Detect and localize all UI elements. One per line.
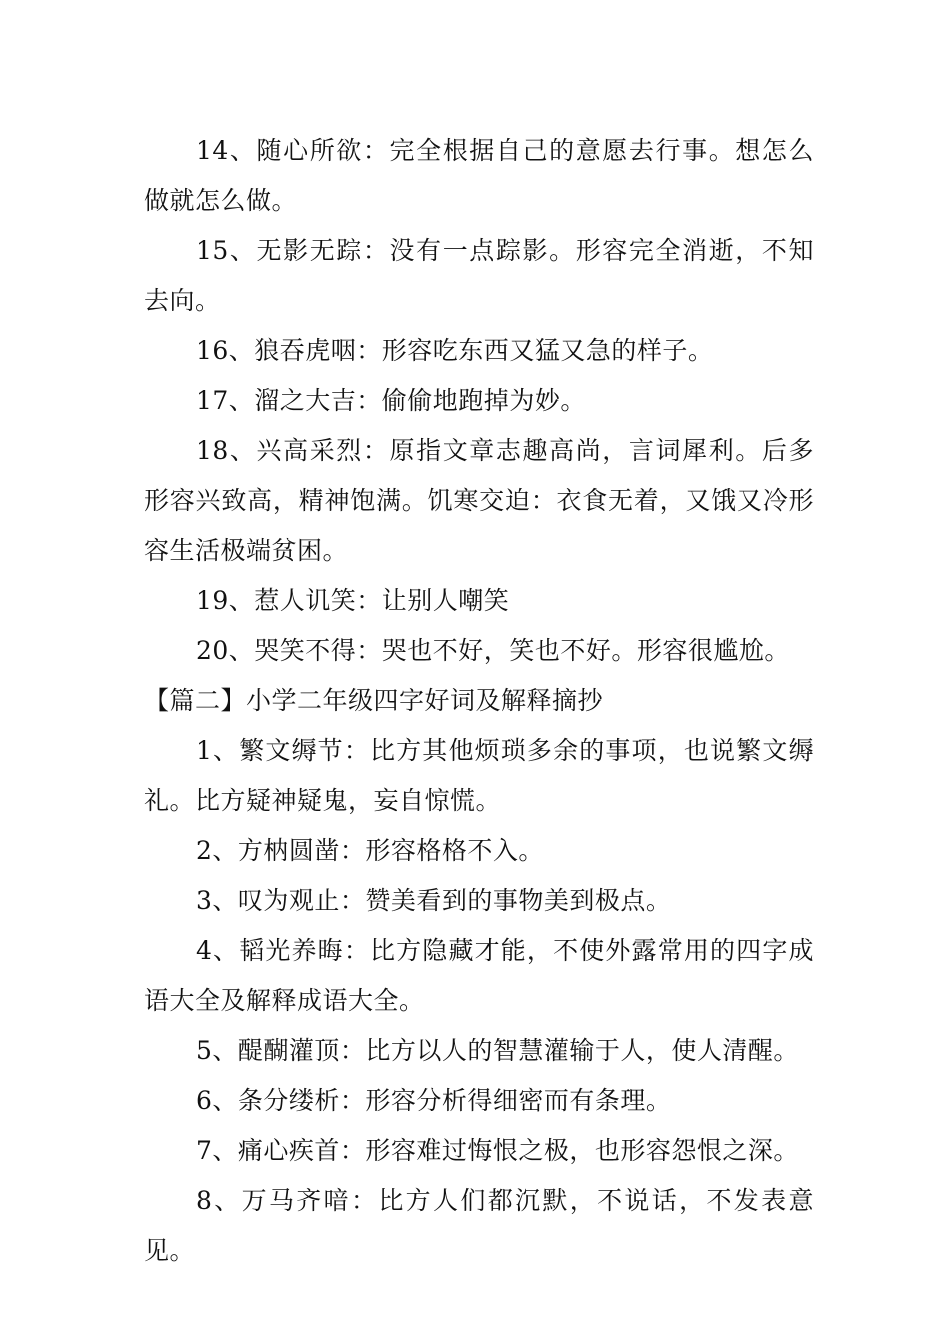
- section-item-7: 7、痛心疾首：形容难过悔恨之极，也形容怨恨之深。: [196, 1136, 799, 1165]
- paragraph-item-19: 19、惹人讥笑：让别人嘲笑: [196, 586, 510, 615]
- document-body: [144, 126, 814, 1276]
- paragraph-item-17: 17、溜之大吉：偷偷地跑掉为妙。: [196, 386, 586, 415]
- section-item-3: 3、叹为观止：赞美看到的事物美到极点。: [196, 886, 672, 915]
- paragraph-item-14: 14、随心所欲：完全根据自己的意愿去行事。想怎么做就怎么做。: [144, 136, 814, 215]
- paragraph-item-15: 15、无影无踪：没有一点踪影。形容完全消逝，不知去向。: [144, 236, 814, 315]
- paragraph-item-20: 20、哭笑不得：哭也不好，笑也不好。形容很尴尬。: [196, 636, 790, 665]
- paragraph-item-16: 16、狼吞虎咽：形容吃东西又猛又急的样子。: [196, 336, 714, 365]
- paragraph-item-18: 18、兴高采烈：原指文章志趣高尚，言词犀利。后多形容兴致高，精神饱满。饥寒交迫：衣食无着，又饿又冷形容生活极端贫困。: [144, 436, 814, 565]
- section-item-6: 6、条分缕析：形容分析得细密而有条理。: [196, 1086, 672, 1115]
- section-item-8: 8、万马齐喑：比方人们都沉默，不说话，不发表意见。: [144, 1186, 814, 1265]
- section-item-2: 2、方枘圆凿：形容格格不入。: [196, 836, 544, 865]
- section-item-5: 5、醍醐灌顶：比方以人的智慧灌输于人，使人清醒。: [196, 1036, 799, 1065]
- section-item-4: 4、韬光养晦：比方隐藏才能，不使外露常用的四字成语大全及解释成语大全。: [144, 936, 814, 1015]
- section-heading: 【篇二】小学二年级四字好词及解释摘抄: [144, 686, 604, 715]
- section-item-1: 1、繁文缛节：比方其他烦琐多余的事项，也说繁文缛礼。比方疑神疑鬼，妄自惊慌。: [144, 736, 814, 815]
